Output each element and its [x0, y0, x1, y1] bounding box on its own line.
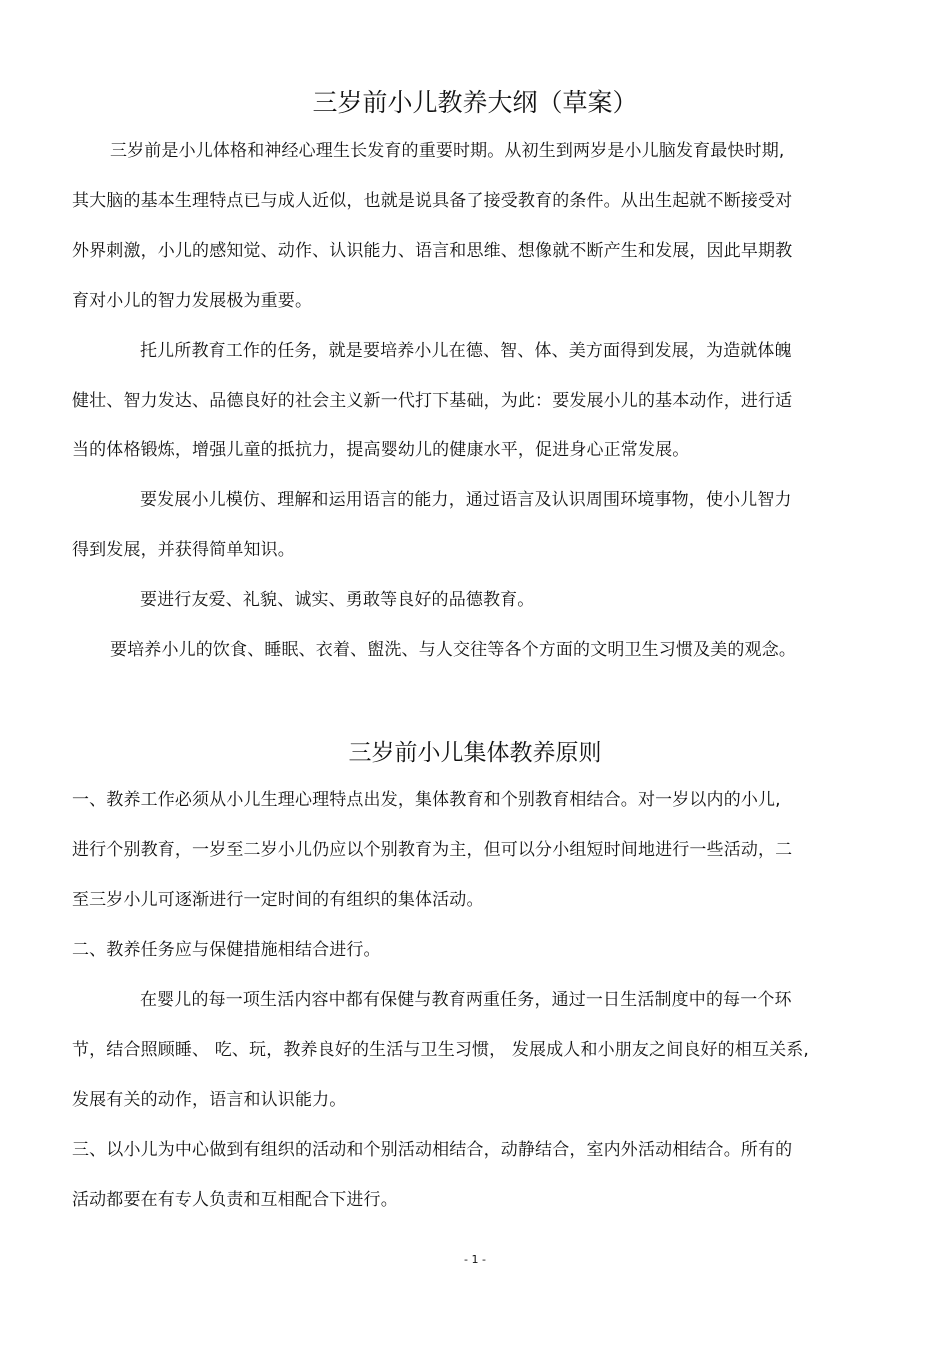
paragraph-line: 托儿所教育工作的任务，就是要培养小儿在德、智、体、美方面得到发展，为造就体魄 [140, 341, 792, 361]
paragraph-line: 要进行友爱、礼貌、诚实、勇敢等良好的品德教育。 [140, 590, 535, 610]
paragraph-line: 健壮、智力发达、品德良好的社会主义新一代打下基础，为此：要发展小儿的基本动作，进行适 [72, 391, 793, 411]
paragraph-line: 得到发展，并获得简单知识。 [72, 540, 295, 560]
paragraph-line: 进行个别教育，一岁至二岁小儿仍应以个别教育为主，但可以分小组短时间地进行一些活动，二 [72, 840, 793, 860]
paragraph-line: 活动都要在有专人负责和互相配合下进行。 [72, 1190, 398, 1210]
paragraph-line: 育对小儿的智力发展极为重要。 [72, 291, 313, 311]
paragraph-line: 节，结合照顾睡、 吃、玩，教养良好的生活与卫生习惯， 发展成人和小朋友之间良好的相互关系, [72, 1040, 809, 1060]
paragraph-line: 当的体格锻炼，增强儿童的抵抗力，提高婴幼儿的健康水平，促进身心正常发展。 [72, 440, 690, 460]
paragraph-line: 三、以小儿为中心做到有组织的活动和个别活动相结合，动静结合，室内外活动相结合。所有的 [72, 1140, 793, 1160]
paragraph-line: 要培养小儿的饮食、睡眠、衣着、盥洗、与人交往等各个方面的文明卫生习惯及美的观念。 [110, 640, 796, 660]
paragraph-line: 其大脑的基本生理特点已与成人近似，也就是说具备了接受教育的条件。从出生起就不断接受对 [72, 191, 793, 211]
paragraph-line: 三岁前是小儿体格和神经心理生长发育的重要时期。从初生到两岁是小儿脑发育最快时期, [110, 141, 785, 161]
paragraph-line: 在婴儿的每一项生活内容中都有保健与教育两重任务，通过一日生活制度中的每一个环 [140, 990, 792, 1010]
paragraph-line: 至三岁小儿可逐渐进行一定时间的有组织的集体活动。 [72, 890, 484, 910]
page-number: - 1 - [464, 1253, 486, 1266]
section2-title: 三岁前小儿集体教养原则 [348, 740, 602, 766]
section1-title: 三岁前小儿教养大纲（草案） [312, 88, 638, 117]
paragraph-line: 要发展小儿模仿、理解和运用语言的能力，通过语言及认识周围环境事物，使小儿智力 [140, 490, 792, 510]
paragraph-line: 外界刺激，小儿的感知觉、动作、认识能力、语言和思维、想像就不断产生和发展，因此早期教 [72, 241, 793, 261]
paragraph-line: 二、教养任务应与保健措施相结合进行。 [72, 940, 381, 960]
paragraph-line: 发展有关的动作，语言和认识能力。 [72, 1090, 347, 1110]
paragraph-line: 一、教养工作必须从小儿生理心理特点出发，集体教育和个别教育相结合。对一岁以内的小儿, [72, 790, 781, 810]
